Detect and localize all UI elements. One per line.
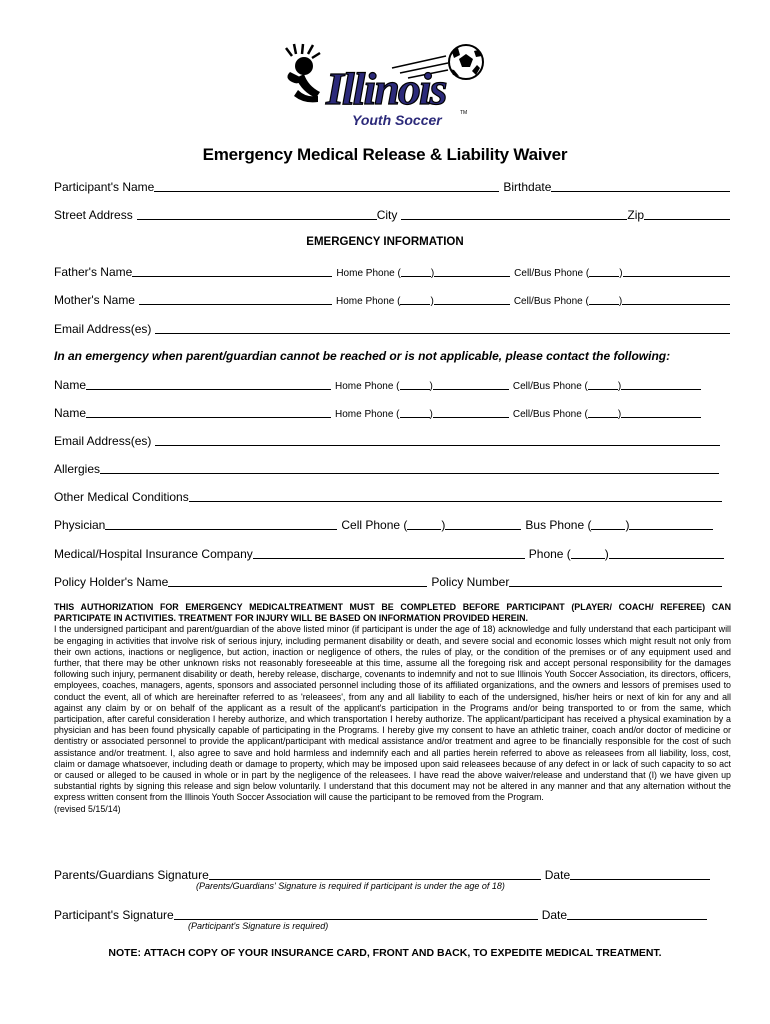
father-home-area-field[interactable]: [401, 275, 431, 277]
insurance-row: Medical/Hospital Insurance Company Phone ( ): [54, 545, 730, 561]
participant-name-label: Participant's Name: [54, 180, 155, 194]
logo-brand-text: Illinois: [326, 63, 446, 114]
participant-signature-row: [54, 906, 730, 922]
father-cell-phone-field[interactable]: [623, 275, 730, 277]
email-label-2: Email Address(es): [54, 434, 152, 448]
insurance-area-field[interactable]: [571, 557, 605, 559]
authorization-statement: THIS AUTHORIZATION FOR EMERGENCY MEDICALTREATMENT MUST BE COMPLETED BEFORE PARTICIPANT (PLAYER/ COACH/ REFEREE) CAN PARTICIPATE IN ACTIVITIES. TREATMENT FOR INJURY WILL BE BASED ON INFORMATION PROVIDED HEREIN.: [54, 602, 731, 624]
insurance-phone-field[interactable]: [609, 557, 724, 559]
mother-home-phone-field[interactable]: [434, 303, 510, 305]
other-conditions-field[interactable]: [189, 500, 722, 502]
policy-number-label: Policy Number: [431, 575, 510, 589]
emergency-heading: EMERGENCY INFORMATION: [306, 236, 464, 248]
participant-name-field[interactable]: [154, 190, 499, 192]
contact-home-phone-label-2: Home Phone (: [335, 409, 400, 420]
policy-row: [54, 573, 730, 589]
physician-cell-phone-field[interactable]: [445, 528, 521, 530]
guardian-signature-field[interactable]: [209, 878, 541, 880]
mother-cell-area-field[interactable]: [589, 303, 619, 305]
allergies-field[interactable]: [100, 472, 719, 474]
father-row: Father's Name Home Phone ( ) Cell/Bus Phone ( ): [54, 263, 730, 279]
mother-name-label: Mother's Name: [54, 293, 135, 307]
other-conditions-label: Other Medical Conditions: [54, 490, 189, 504]
participant-row: [54, 178, 730, 194]
physician-bus-phone-field[interactable]: [629, 528, 713, 530]
mother-name-field[interactable]: [139, 303, 332, 305]
guardian-signature-label: Parents/Guardians Signature: [54, 868, 209, 882]
participant-signature-note: (Participant's Signature is required): [188, 921, 329, 931]
policy-number-field[interactable]: [509, 585, 722, 587]
birthdate-field[interactable]: [551, 190, 730, 192]
birthdate-label: Birthdate: [503, 180, 552, 194]
mother-home-phone-label: Home Phone (: [335, 296, 401, 307]
guardian-date-field[interactable]: [570, 878, 710, 880]
physician-cell-area-field[interactable]: [407, 528, 441, 530]
email-field-2[interactable]: [155, 444, 720, 446]
physician-bus-area-field[interactable]: [591, 528, 625, 530]
father-name-field[interactable]: [132, 275, 332, 277]
insurance-phone-label: Phone (: [528, 547, 571, 561]
contact-cell-area-field-2[interactable]: [588, 416, 618, 418]
page-title: Emergency Medical Release & Liability Waiver: [202, 145, 568, 164]
policy-holder-field[interactable]: [168, 585, 427, 587]
emergency-contact-note: In an emergency when parent/guardian cannot be reached or is not applicable, please contact the following:: [54, 349, 671, 363]
contact-cell-area-field-1[interactable]: [588, 388, 618, 390]
physician-cell-phone-label: Cell Phone (: [341, 518, 408, 532]
waiver-paragraph: I the undersigned participant and parent/guardian of the above listed minor (if participant is under the age of 18) acknowledge and fully understand that each participant will be engaging in activities that involve risk of serious injury, including permanent disability or death, and severe social and economic losses which might result not only from their own actions, inactions or negligence, but action, inaction or negligence of others, the rules of play, or the condition of the premises or of any equipment used and further, that there may be other unknown risks not reasonably foreseeable at this time, assume all the foregoing risk and accept personal responsibility for the damages following such injury, permanent disability or death, hereby release, discharge, covenants to indemnify and not to sue Illinois Youth Soccer Association, its directors, officers, employees, coaches, managers, agents, sponsors and associated personnel including those of its affiliated organizations, and the owners and lessors of premises used to conduct the event, all of which are hereinafter referred to as 'releasees', from any and all liability to each of the undersigned, his/her heirs or next of kin for any and all against any claim by or on behalf of the applicant as a result of the applicant's participation in the Programs and/or being transported to or from the same, which participation, after careful consideration I hereby authorize, and which transportation I hereby authorize. The applicant/participant has received a physical examination by a physician and has been found physically capable of participating in the Programs. I hereby give my consent to have an athletic trainer, coach and/or doctor of medicine or dentistry or associated personnel to provide the applicant/participant with medical assistance and/or treatment and agree to be financially responsible for the cost of such assistance and/or treatment. I, also agree to save and hold harmless and indemnify each and all parties herein referred to above as releasees from all liability, loss, cost, claim or damage whatsoever, including death or damage to property, which may be imposed upon said releasees because of any defect in or lack of such capacity to so act or caused or alleged to be caused in whole or in part by the negligence of the releasees. I have read the above waiver/release and understand that (I) we have given up substantial rights by signing this release and sign below voluntarily. I understand that this document may not be altered in any manner and that any alternation without the express written consent from the Illinois Youth Soccer Association will cause the participant to be removed from the Program.: [54, 624, 731, 803]
player-figure-icon: [286, 44, 320, 102]
contact-home-area-field-2[interactable]: [400, 416, 430, 418]
contact-cell-phone-field-2[interactable]: [621, 416, 701, 418]
contact-home-area-field-1[interactable]: [400, 388, 430, 390]
guardian-signature-row: [54, 866, 730, 882]
participant-date-field[interactable]: [567, 918, 707, 920]
logo-subtitle-text: Youth Soccer: [352, 112, 442, 128]
mother-row: Mother's Name Home Phone ( ) Cell/Bus Phone ( ): [54, 291, 730, 307]
policy-holder-label: Policy Holder's Name: [54, 575, 169, 589]
insurance-card-note: NOTE: ATTACH COPY OF YOUR INSURANCE CARD, FRONT AND BACK, TO EXPEDITE MEDICAL TREATMENT.: [108, 947, 662, 959]
revised-date: (revised 5/15/14): [54, 803, 121, 814]
contact-cell-phone-field-1[interactable]: [621, 388, 701, 390]
illinois-youth-soccer-logo: [282, 42, 494, 130]
participant-date-label: Date: [541, 908, 568, 922]
street-address-label: Street Address: [54, 208, 133, 222]
guardian-date-label: Date: [544, 868, 571, 882]
email-row-1: [54, 320, 730, 336]
contact-name-label-1: Name: [54, 378, 87, 392]
father-cell-area-field[interactable]: [589, 275, 619, 277]
contact-home-phone-field-2[interactable]: [433, 416, 509, 418]
other-conditions-row: [54, 488, 730, 504]
father-home-phone-field[interactable]: [434, 275, 510, 277]
physician-bus-phone-label: Bus Phone (: [525, 518, 592, 532]
soccer-ball-icon: [449, 45, 483, 79]
participant-signature-field[interactable]: [174, 918, 538, 920]
guardian-signature-note: (Parents/Guardians' Signature is required if participant is under the age of 18): [196, 881, 505, 891]
father-cell-phone-label: Cell/Bus Phone (: [514, 268, 590, 279]
email-field-1[interactable]: [155, 332, 730, 334]
waiver-text-block: [54, 602, 731, 815]
zip-label: Zip: [627, 208, 645, 222]
contact-home-phone-field-1[interactable]: [433, 388, 509, 390]
contact-row-1: Name Home Phone ( ) Cell/Bus Phone ( ): [54, 376, 730, 392]
insurance-field[interactable]: [253, 557, 525, 559]
address-row: [54, 206, 730, 222]
mother-cell-phone-field[interactable]: [622, 303, 730, 305]
email-row-2: [54, 432, 730, 448]
contact-name-field-2[interactable]: [86, 416, 331, 418]
zip-field[interactable]: [644, 218, 730, 220]
physician-row: Physician Cell Phone ( ) Bus Phone ( ): [54, 516, 730, 532]
logo-tm: TM: [460, 110, 468, 116]
mother-home-area-field[interactable]: [400, 303, 430, 305]
contact-name-label-2: Name: [54, 406, 87, 420]
city-label: City: [376, 208, 398, 222]
participant-signature-label: Participant's Signature: [54, 908, 174, 922]
contact-name-field-1[interactable]: [86, 388, 331, 390]
allergies-row: [54, 460, 730, 476]
physician-field[interactable]: [105, 528, 337, 530]
mother-cell-phone-label: Cell/Bus Phone (: [513, 296, 589, 307]
father-home-phone-label: Home Phone (: [336, 268, 401, 279]
father-name-label: Father's Name: [54, 265, 133, 279]
contact-cell-phone-label-1: Cell/Bus Phone (: [512, 381, 588, 392]
contact-home-phone-label-1: Home Phone (: [335, 381, 400, 392]
email-label-1: Email Address(es): [54, 322, 152, 336]
street-address-field[interactable]: [137, 218, 377, 220]
contact-row-2: Name Home Phone ( ) Cell/Bus Phone ( ): [54, 404, 730, 420]
allergies-label: Allergies: [54, 462, 101, 476]
insurance-label: Medical/Hospital Insurance Company: [54, 547, 253, 561]
city-field[interactable]: [401, 218, 627, 220]
physician-label: Physician: [54, 518, 106, 532]
contact-cell-phone-label-2: Cell/Bus Phone (: [512, 409, 588, 420]
